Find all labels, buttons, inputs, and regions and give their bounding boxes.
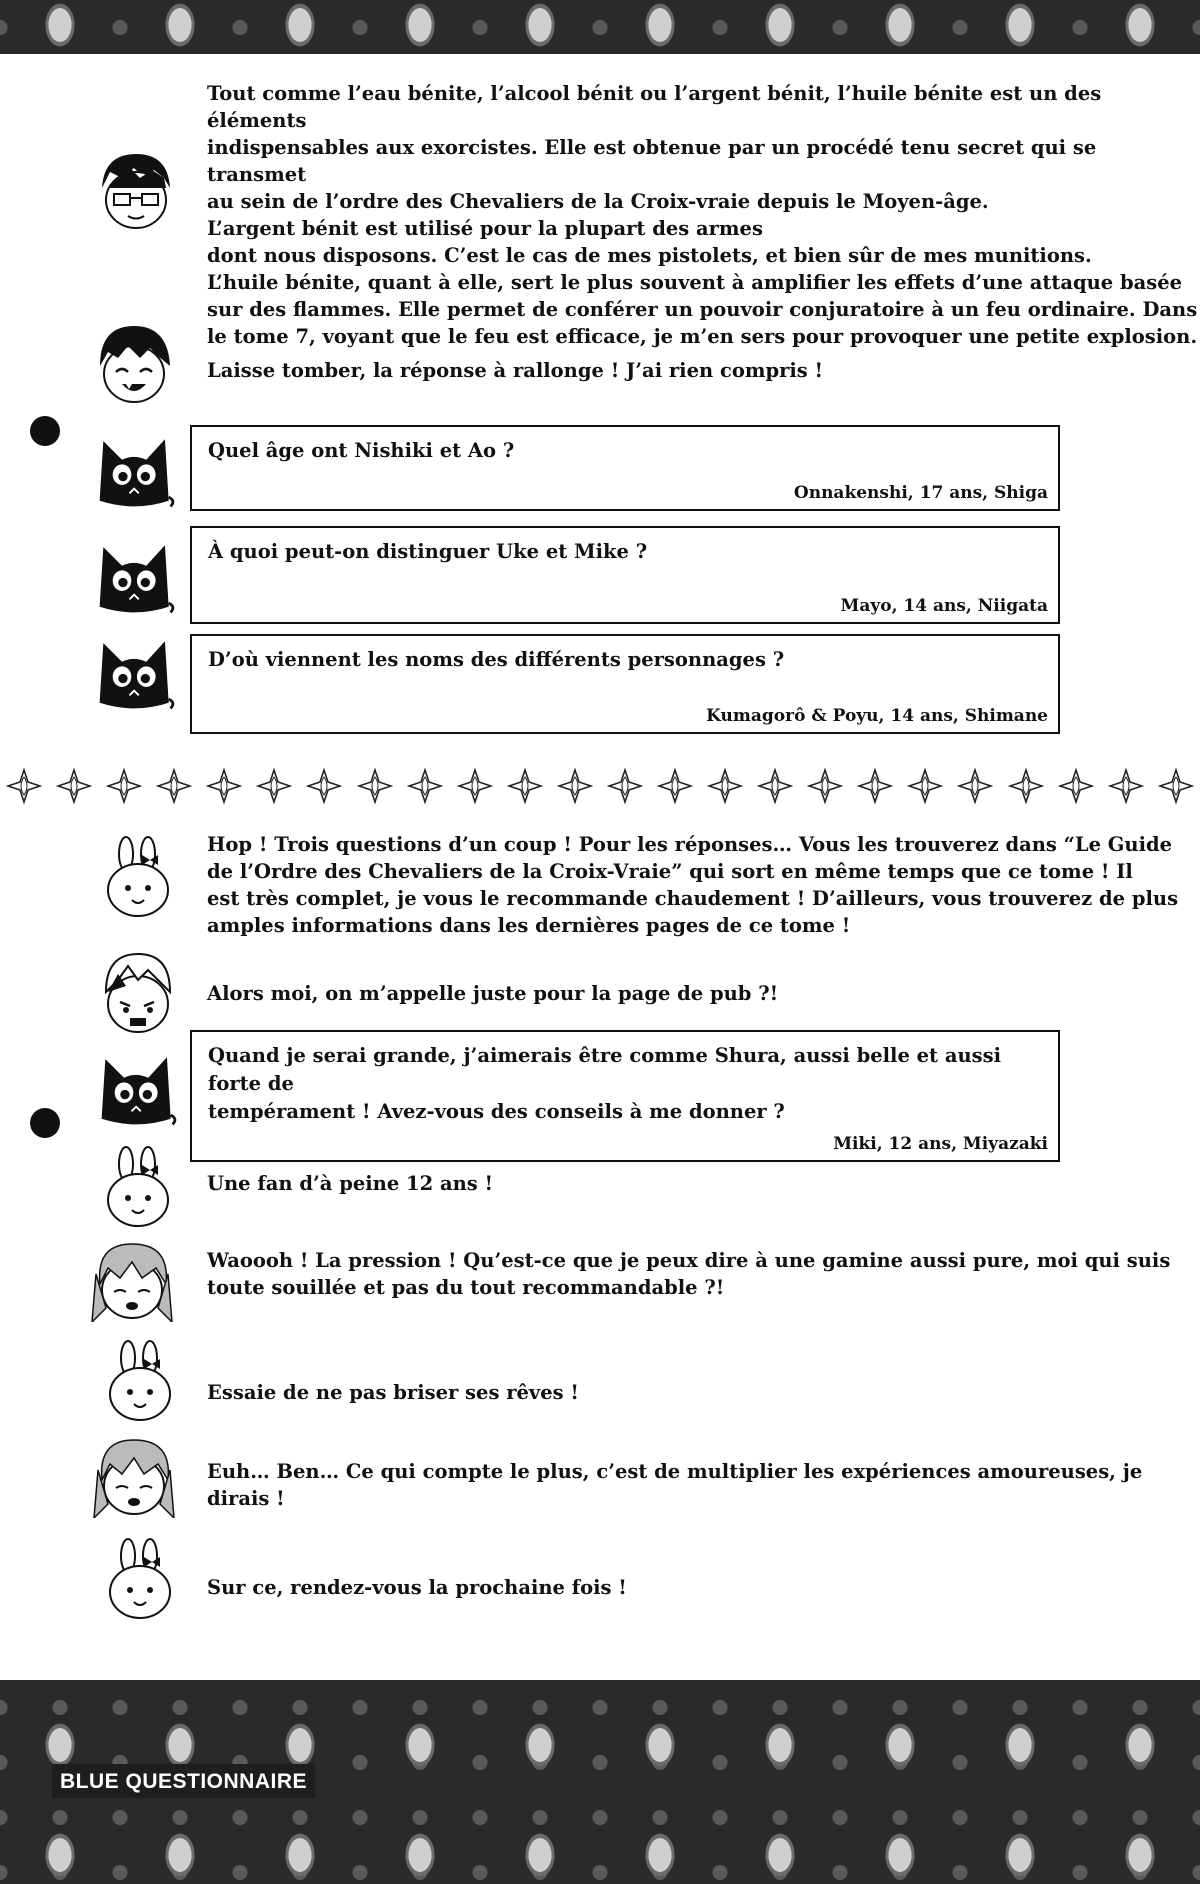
bullet-dot xyxy=(30,1108,60,1138)
answer-yukio xyxy=(207,80,1200,350)
rabbit-avatar-icon xyxy=(96,1146,180,1230)
question-line: tempérament ! Avez-vous des conseils à me donner ? xyxy=(208,1100,785,1123)
rin-avatar-icon xyxy=(92,322,176,406)
bullet-dot xyxy=(30,416,60,446)
answer-line: sur des flammes. Elle permet de conférer un pouvoir conjuratoire à un feu ordinaire. Dans xyxy=(207,298,1198,321)
cat-avatar-icon xyxy=(96,1046,180,1130)
shiemi-avatar-icon xyxy=(90,1238,174,1322)
ornament-icon xyxy=(156,768,192,804)
shima-avatar-icon xyxy=(96,952,180,1036)
top-ornament-band xyxy=(0,0,1200,54)
ornament-icon xyxy=(1108,768,1144,804)
question-text: À quoi peut-on distinguer Uke et Mike ? xyxy=(208,540,648,563)
footer-title: BLUE QUESTIONNAIRE xyxy=(52,1764,315,1798)
question-text: D’où viennent les noms des différents personnages ? xyxy=(208,648,785,671)
ornament-icon xyxy=(607,768,643,804)
line-rabbit-1: Une fan d’à peine 12 ans ! xyxy=(207,1172,494,1195)
question-line: Quand je serai grande, j’aimerais être comme Shura, aussi belle et aussi forte de xyxy=(208,1044,1002,1095)
answer-line: de l’Ordre des Chevaliers de la Croix-Vraie” qui sort en même temps que ce tome ! Il xyxy=(207,860,1133,883)
cat-avatar-icon xyxy=(94,630,178,714)
answer-line: indispensables aux exorcistes. Elle est obtenue par un procédé tenu secret qui se transmet xyxy=(207,136,1097,186)
ornament-icon xyxy=(206,768,242,804)
answer-line: Hop ! Trois questions d’un coup ! Pour les réponses… Vous les trouverez dans “Le Guide xyxy=(207,833,1173,856)
ornament-icon xyxy=(507,768,543,804)
ornament-icon xyxy=(457,768,493,804)
ornament-icon xyxy=(957,768,993,804)
ornament-icon xyxy=(757,768,793,804)
line-text: Waoooh ! La pression ! Qu’est-ce que je peux dire à une gamine aussi pure, moi qui suis xyxy=(207,1249,1171,1272)
ornament-icon xyxy=(807,768,843,804)
question-text xyxy=(208,1042,1048,1126)
line-rabbit-2: Essaie de ne pas briser ses rêves ! xyxy=(207,1381,579,1404)
reply-pub: Alors moi, on m’appelle juste pour la page de pub ?! xyxy=(207,982,779,1005)
question-box-1 xyxy=(190,425,1060,511)
ornament-icon xyxy=(6,768,42,804)
answer-line: le tome 7, voyant que le feu est efficace, je m’en sers pour provoquer une petite explosion. xyxy=(207,325,1198,348)
answer-line: au sein de l’ordre des Chevaliers de la Croix-vraie depuis le Moyen-âge. xyxy=(207,190,989,213)
ornament-divider xyxy=(0,766,1200,806)
question-signature: Onnakenshi, 17 ans, Shiga xyxy=(793,483,1048,503)
answer-line: Tout comme l’eau bénite, l’alcool bénit ou l’argent bénit, l’huile bénite est un des éléments xyxy=(207,82,1102,132)
question-signature: Mayo, 14 ans, Niigata xyxy=(840,596,1048,616)
ornament-icon xyxy=(657,768,693,804)
reply-rin: Laisse tomber, la réponse à rallonge ! J’ai rien compris ! xyxy=(207,359,824,382)
ornament-icon xyxy=(407,768,443,804)
line-shura-2: Euh… Ben… Ce qui compte le plus, c’est de multiplier les expériences amoureuses, je dirais ! xyxy=(207,1460,1143,1510)
ornament-icon xyxy=(56,768,92,804)
answer-line: dont nous disposons. C’est le cas de mes pistolets, et bien sûr de mes munitions. xyxy=(207,244,1092,267)
line-text: toute souillée et pas du tout recommandable ?! xyxy=(207,1276,725,1299)
cat-avatar-icon xyxy=(94,534,178,618)
ornament-icon xyxy=(857,768,893,804)
rabbit-avatar-icon xyxy=(98,1538,182,1622)
yukio-avatar-icon xyxy=(94,148,178,232)
ornament-icon xyxy=(1158,768,1194,804)
question-box-4 xyxy=(190,1030,1060,1162)
question-text: Quel âge ont Nishiki et Ao ? xyxy=(208,439,515,462)
rabbit-avatar-icon xyxy=(96,836,180,920)
question-box-2 xyxy=(190,526,1060,624)
ornament-icon xyxy=(357,768,393,804)
answer-line: L’argent bénit est utilisé pour la plupart des armes xyxy=(207,217,763,240)
line-rabbit-3: Sur ce, rendez-vous la prochaine fois ! xyxy=(207,1576,627,1599)
question-signature: Kumagorô & Poyu, 14 ans, Shimane xyxy=(706,706,1048,726)
cat-avatar-icon xyxy=(94,428,178,512)
ornament-icon xyxy=(106,768,142,804)
answer-line: est très complet, je vous le recommande chaudement ! D’ailleurs, vous trouverez de plus xyxy=(207,887,1179,910)
line-shura-1 xyxy=(207,1247,1170,1301)
ornament-icon xyxy=(1008,768,1044,804)
answer-line: amples informations dans les dernières pages de ce tome ! xyxy=(207,914,851,937)
ornament-icon xyxy=(256,768,292,804)
question-box-3 xyxy=(190,634,1060,734)
ornament-icon xyxy=(1058,768,1094,804)
ornament-icon xyxy=(306,768,342,804)
answer-rabbit xyxy=(207,831,1178,939)
rabbit-avatar-icon xyxy=(98,1340,182,1424)
ornament-icon xyxy=(557,768,593,804)
ornament-icon xyxy=(707,768,743,804)
ornament-icon xyxy=(907,768,943,804)
question-signature: Miki, 12 ans, Miyazaki xyxy=(833,1134,1048,1154)
shiemi-avatar-icon xyxy=(92,1434,176,1518)
answer-line: L’huile bénite, quant à elle, sert le plus souvent à amplifier les effets d’une attaque basée xyxy=(207,271,1183,294)
